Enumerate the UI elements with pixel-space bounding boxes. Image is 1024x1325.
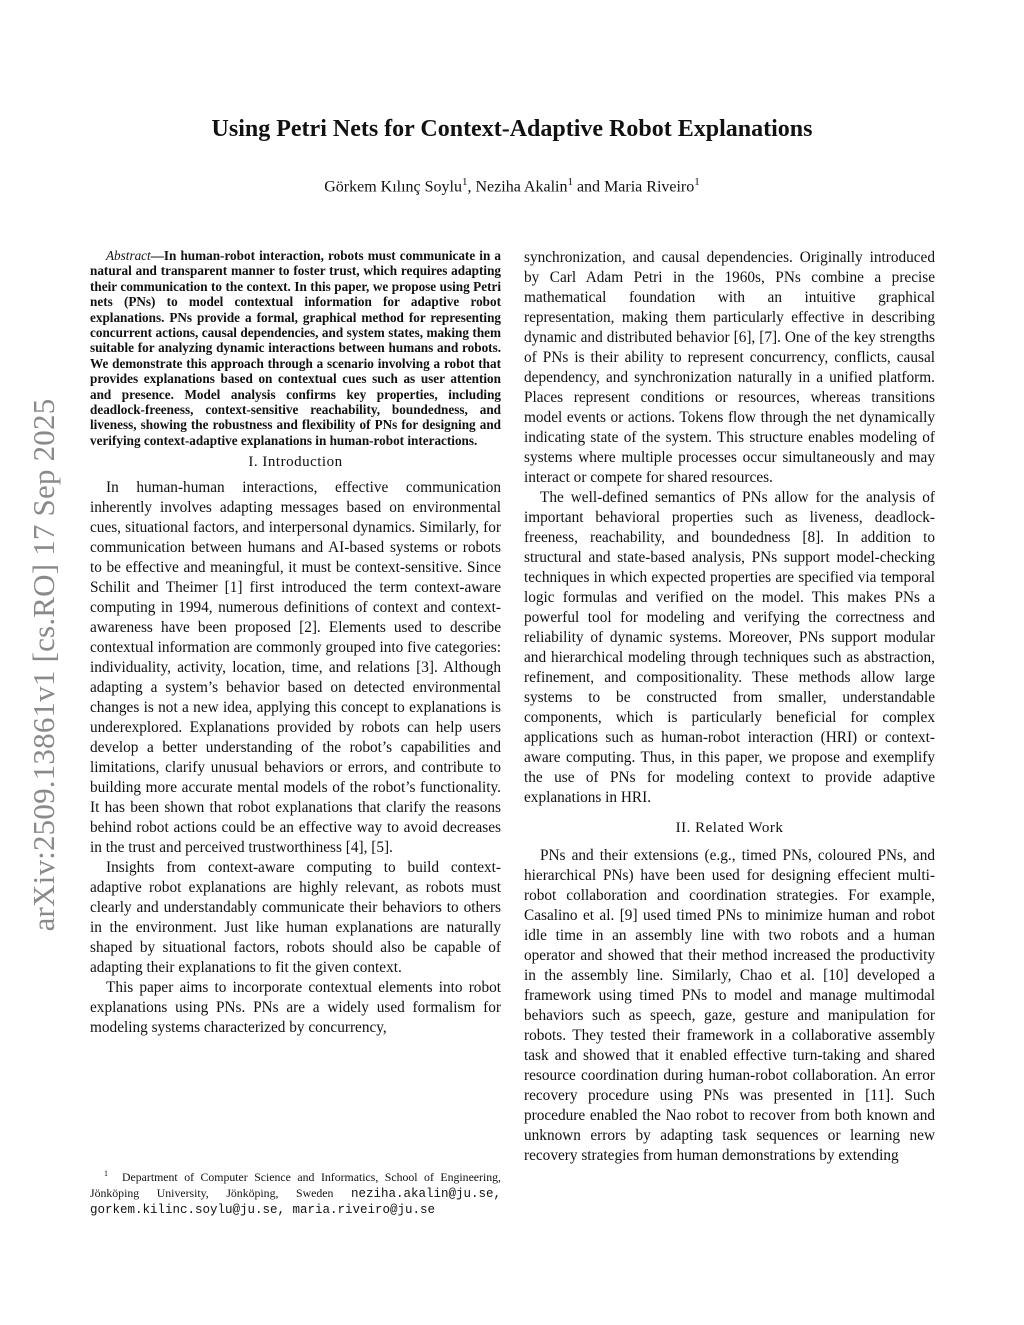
- author-affiliation-mark: 1: [694, 176, 700, 188]
- abstract-text: In human-robot interaction, robots must communicate in a natural and transparent manner to foster trust, which requires adapting their communication to the context. In this paper, we propose using Petri nets (PNs) to model contextual information for adaptive robot explanations. PNs provide a formal, graphical method for representing concurrent actions, causal dependencies, and system states, making them suitable for analyzing dynamic interactions between humans and robots. We demonstrate this approach through a scenario involving a robot that provides explanations based on contextual cues such as user attention and presence. Model analysis confirms key properties, including deadlock-freeness, context-sensitive reachability, boundedness, and liveness, showing the robustness and flexibility of PNs for designing and verifying context-adaptive explanations in human-robot interactions.: [90, 248, 501, 448]
- body-paragraph: The well-defined semantics of PNs allow for the analysis of important behavioral properties such as liveness, deadlock-freeness, reachability, and boundedness [8]. In addition to structural and state-based analysis, PNs support model-checking techniques in which expected properties are specified via temporal logic formulas and verified on the model. This makes PNs a powerful tool for modeling and verifying the correctness and reliability of dynamic systems. Moreover, PNs support modular and hierarchical modeling through techniques such as abstraction, refinement, and compositionality. These methods allow large systems to be constructed from smaller, understandable components, which is particularly beneficial for complex applications such as human-robot interaction (HRI) or context-aware computing. Thus, in this paper, we propose and exemplify the use of PNs for modeling context to provide adaptive explanations in HRI.: [524, 489, 935, 806]
- author-separator: and: [572, 178, 605, 196]
- body-paragraph: Insights from context-aware computing to build context-adaptive robot explanations are highly relevant, as robots must clearly and understandably communicate their behaviors to others in the environment. Just like human explanations are naturally shaped by situational factors, robots should also be capable of adapting their explanations to fit the given context.: [90, 859, 501, 977]
- arxiv-identifier-text: arXiv:2509.13861v1 [cs.RO] 17 Sep 2025: [26, 398, 61, 932]
- section-heading-introduction: I. Introduction: [248, 454, 343, 471]
- body-paragraph: This paper aims to incorporate contextual elements into robot explanations using PNs. PNs are a widely used formalism for modeling systems characterized by concurrency,: [90, 979, 501, 1037]
- author-name: Görkem Kılınç Soylu: [324, 178, 462, 196]
- footnote-affiliation: Department of Computer Science and Informatics, School of Engineering, Jönköping University, Jönköping, Sweden: [90, 1169, 501, 1200]
- body-paragraph: synchronization, and causal dependencies. Originally introduced by Carl Adam Petri in the 1960s, PNs combine a precise mathematical foundation with an intuitive graphical representation, making them particularly effective in describing dynamic and distributed behavior [6], [7]. One of the key strengths of PNs is their ability to represent concurrency, conflicts, causal dependency, and synchronization naturally in a unified platform. Places represent conditions or resources, whereas transitions model events or actions. Tokens flow through the net dynamically indicating state of the system. This structure enables modeling of systems where multiple processes occur simultaneously and may interact or compete for shared resources.: [524, 249, 935, 486]
- author-affiliation-mark: 1: [461, 176, 468, 188]
- author-name: Neziha Akalin: [475, 178, 568, 196]
- author-affiliation-mark: 1: [567, 176, 573, 188]
- author-list: [0, 176, 1024, 196]
- paper-title: Using Petri Nets for Context-Adaptive Robot Explanations: [211, 116, 813, 142]
- body-paragraph: PNs and their extensions (e.g., timed PNs, coloured PNs, and hierarchical PNs) have been used for designing effecient multi-robot collaboration and coordination strategies. For example, Casalino et al. [9] used timed PNs to minimize human and robot idle time in an assembly line with two robots and a human operator and showed that their method increased the productivity in the assembly line. Similarly, Chao et al. [10] developed a framework using timed PNs to model and manage multimodal behaviors such as speech, gaze, gesture and manipulation for robots. They tested their framework in a collaborative assembly task and showed that it enabled effective turn-taking and shared resource coordination during human-robot collaboration. An error recovery procedure using PNs was presented in [11]. Such procedure enabled the Nao robot to recover from both known and unknown errors by adapting task sequences or learning new recovery strategies from human demonstrations by extending: [524, 847, 935, 1164]
- abstract-label: Abstract: [106, 248, 151, 263]
- section-heading-related-work: II. Related Work: [675, 820, 784, 836]
- abstract-dash: —: [150, 248, 164, 263]
- author-name: Maria Riveiro: [604, 178, 695, 196]
- footnote-emails: neziha.akalin@ju.se, gorkem.kilinc.soylu@ju.se, maria.riveiro@ju.se: [90, 1186, 501, 1218]
- abstract: [90, 248, 501, 448]
- arxiv-identifier: [14, 370, 74, 960]
- body-paragraph: In human-human interactions, effective communication inherently involves adapting messages based on environmental cues, situational factors, and interpersonal dynamics. Similarly, for communication between humans and AI-based systems or robots to be effective and meaningful, it must be context-sensitive. Since Schilit and Theimer [1] first introduced the term context-aware computing in 1994, numerous definitions of context and context-awareness have been proposed [2]. Elements used to describe contextual information are commonly grouped into five categories: individuality, activity, location, time, and relations [3]. Although adapting a system’s behavior based on detected environmental changes is not a new idea, applying this concept to explanations is underexplored. Explanations provided by robots can help users develop a better understanding of the robot’s capabilities and limitations, clarify unusual behaviors or errors, and contribute to building more accurate mental models of the robot’s functionality. It has been shown that robot explanations that clarify the reasons behind robot actions could be an effective way to avoid decreases in the trust and perceived trustworthiness [4], [5].: [90, 479, 501, 857]
- footnote-mark: 1: [104, 1169, 108, 1178]
- affiliation-footnote: [90, 1166, 501, 1219]
- author-separator: ,: [467, 178, 476, 196]
- left-column: [90, 248, 501, 1038]
- right-column: [524, 248, 935, 1166]
